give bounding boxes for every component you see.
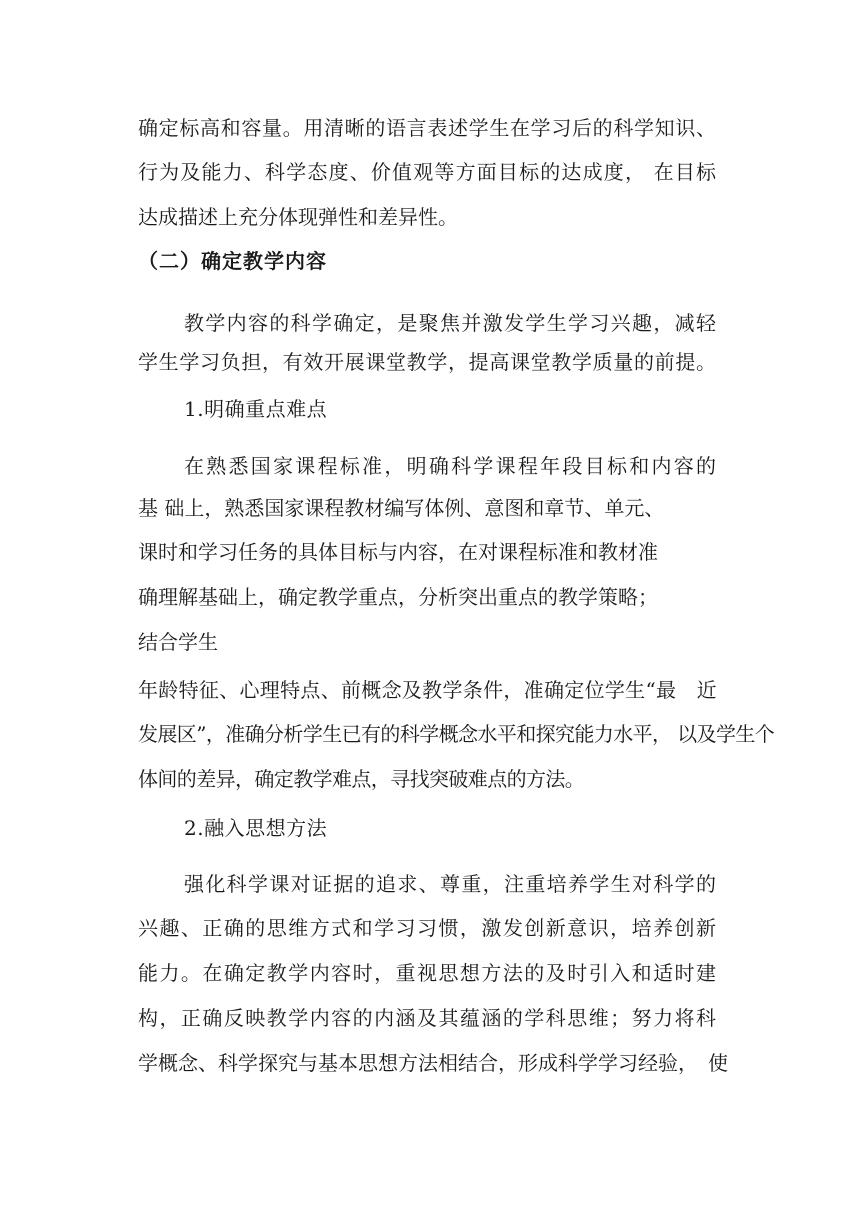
- paragraph-first-line: 教学内容的科学确定，是聚焦并激发学生学习兴趣，减轻: [184, 311, 716, 335]
- body-line: 年龄特征、心理特点、前概念及教学条件，准确定位学生“最 近: [138, 678, 716, 702]
- body-line: 确定标高和容量。用清晰的语言表述学生在学习后的科学知识、: [138, 116, 716, 140]
- body-line: 构，正确反映教学内容的内涵及其蕴涵的学科思维；努力将科: [138, 1006, 716, 1030]
- body-line: 达成描述上充分体现弹性和差异性。: [138, 205, 458, 229]
- paragraph-first-line: 强化科学课对证据的追求、尊重，注重培养学生对科学的: [184, 872, 716, 896]
- body-line: 结合学生: [138, 630, 218, 654]
- body-line: 体间的差异，确定教学难点，寻找突破难点的方法。: [138, 767, 585, 791]
- subsection-heading: 1.明确重点难点: [184, 397, 328, 421]
- section-heading: （二）确定教学内容: [138, 249, 327, 273]
- subsection-heading: 2.融入思想方法: [184, 816, 328, 840]
- body-line: 基 础上，熟悉国家课程教材编写体例、意图和章节、单元、: [138, 496, 665, 520]
- paragraph-first-line: 在熟悉国家课程标准，明确科学课程年段目标和内容的: [184, 454, 716, 478]
- body-line: 课时和学习任务的具体目标与内容，在对课程标准和教材准: [138, 540, 658, 564]
- body-line: 能力。在确定教学内容时，重视思想方法的及时引入和适时建: [138, 961, 716, 985]
- body-line: 发展区”，准确分析学生已有的科学概念水平和探究能力水平， 以及学生个: [138, 722, 775, 746]
- body-line: 学生学习负担，有效开展课堂教学，提高课堂教学质量的前提。: [138, 350, 716, 374]
- body-line: 确理解基础上，确定教学重点，分析突出重点的教学策略；: [138, 585, 658, 609]
- body-line: 兴趣、正确的思维方式和学习习惯，激发创新意识，培养创新: [138, 916, 716, 940]
- body-line: 学概念、科学探究与基本思想方法相结合，形成科学学习经验， 使: [138, 1051, 728, 1075]
- body-line: 行为及能力、科学态度、价值观等方面目标的达成度， 在目标: [138, 160, 716, 184]
